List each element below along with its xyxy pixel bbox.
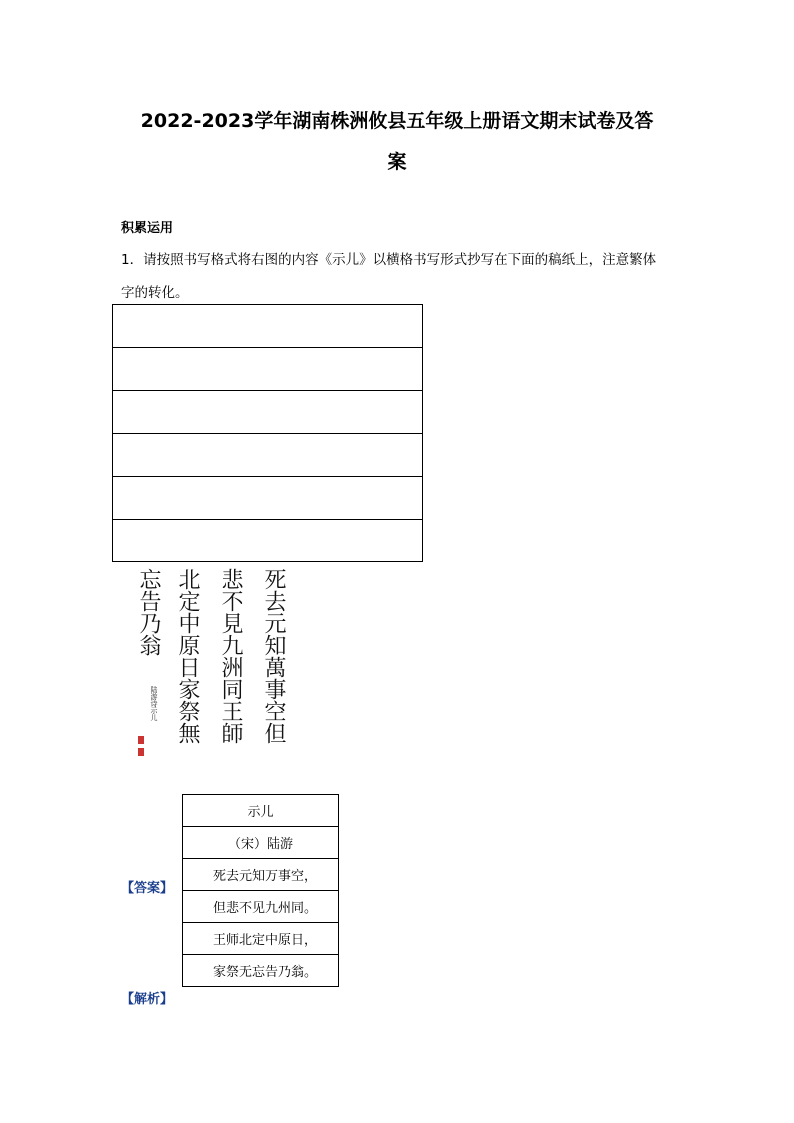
analysis-label: 【解析】 <box>121 992 174 1007</box>
calligraphy-inscription: 陆游诗示儿 <box>150 686 158 721</box>
calligraphy-column: 北定中原日家祭無 <box>175 568 200 744</box>
writing-grid <box>112 304 423 562</box>
answer-poem-line: 王师北定中原日， <box>183 923 339 955</box>
grid-row <box>113 391 422 434</box>
question-text-line1: 1．请按照书写格式将右图的内容《示儿》以横格书写形式抄写在下面的稿纸上，注意繁体 <box>121 252 657 268</box>
document-title-line1: 2022-2023学年湖南株洲攸县五年级上册语文期末试卷及答 <box>140 110 654 132</box>
answer-poem-line: 死去元知万事空， <box>183 859 339 891</box>
answer-poem-title: 示儿 <box>183 795 339 827</box>
section-heading: 积累运用 <box>121 221 174 236</box>
grid-row <box>113 348 422 391</box>
calligraphy-column: 死去元知萬事空但 <box>261 568 286 744</box>
calligraphy-column: 悲不見九洲同王師 <box>218 568 243 744</box>
seal-stamp <box>138 748 144 756</box>
question-text-line2: 字的转化。 <box>121 285 189 301</box>
document-title-line2: 案 <box>387 151 407 173</box>
answer-poem-author: （宋）陆游 <box>183 827 339 859</box>
answer-poem-line: 但悲不见九州同。 <box>183 891 339 923</box>
answer-poem-line: 家祭无忘告乃翁。 <box>183 955 339 987</box>
calligraphy-image <box>132 568 292 783</box>
grid-row <box>113 434 422 477</box>
answer-label: 【答案】 <box>121 881 174 896</box>
grid-row <box>113 520 422 563</box>
grid-row <box>113 477 422 520</box>
grid-row <box>113 305 422 348</box>
seal-stamp <box>138 736 144 744</box>
calligraphy-column: 忘告乃翁 <box>136 568 161 656</box>
answer-table <box>182 794 339 987</box>
